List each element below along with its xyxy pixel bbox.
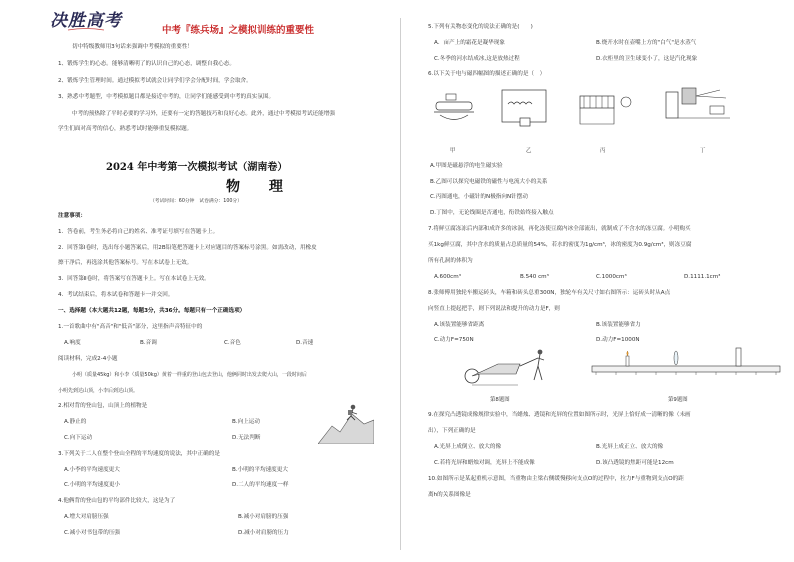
intro-line: 3、熟悉中考题型，中考模拟题目都是接近中考的，让同学们能感受到中考的真实氛围。 xyxy=(58,94,275,100)
option: B.减小对肩膀的压强 xyxy=(238,514,289,520)
question-stem: 7.将鲜豆腐冻冻后内部和成许多的冰洞，再化冻使豆腐内冰全部流出，就制成了不含水的冻豆腐。小明购买 xyxy=(428,226,691,232)
option: A．亩产上的霜花是凝华现象 xyxy=(434,40,505,46)
option: B.540 cm³ xyxy=(520,274,549,280)
exam-title: 2024 年中考第一次模拟考试（湖南卷） xyxy=(106,162,288,173)
question-stem: 买1kg鲜豆腐，其中含水的质量占总质量的54%，若水的密度为1g/cm³，冰的密度为0.9g/cm³，则冻豆腐 xyxy=(428,242,692,248)
intro-line: 1、锻炼学生的心态。能够清晰明了的认识自己的心态，调整自我心态。 xyxy=(58,61,235,67)
option: B.该装置能够省力 xyxy=(596,322,641,328)
option: C.若将光屏和蜡烛对调，光屏上不能成像 xyxy=(434,460,535,466)
question-stem: 8.张师傅用独轮车搬运砖头，车箱和砖头总重300N，独轮车有关尺寸如右图所示：运砖头时从A点 xyxy=(428,290,671,296)
question-stem: 9.在探究凸透镜成像规律实验中，当蜡烛、透镜和光屏的位置如图所示时，光屏上恰好成一清晰的像（未画 xyxy=(428,412,691,418)
exam-meta: （考试时间：60分钟 试卷满分：100分） xyxy=(150,199,243,204)
option: A.该装置能够省距离 xyxy=(434,322,485,328)
option: D.无法判断 xyxy=(232,435,261,441)
question-stem: 阅读材料，完成2-4小题 xyxy=(58,356,118,362)
question-stem: 5.下列有关物态变化的说法正确的是( ) xyxy=(428,24,533,30)
figure-label: 丁 xyxy=(700,148,706,154)
option: D.音速 xyxy=(296,340,314,346)
option: B.向上运动 xyxy=(232,419,260,425)
question-stem: 所有孔洞的体积为 xyxy=(428,258,473,264)
note-item: 2．回答第Ⅰ卷时，选出每小题答案后，用2B铅笔把答题卡上对应题目的答案标号涂黑。如需改动，用橡皮 xyxy=(58,245,317,251)
intro-line: 学生们面对高考的信心，熟悉考试时能够重复模拟题。 xyxy=(58,126,193,132)
question-stem: 出），下列正确的是 xyxy=(428,428,476,434)
question-stem: 10.如图所示是某起重机示意图，当重物由主梁右侧缓慢移向支点O的过程中，拉力F与重物到支点O的距 xyxy=(428,476,684,482)
option: B.乙图可以探究电磁铁的磁性与电流大小的关系 xyxy=(430,179,548,185)
option: D.衣柜里的卫生球变小了，这是汽化现象 xyxy=(596,56,698,62)
wheelbarrow-figure xyxy=(458,344,550,388)
option: B.小明的平均速度更大 xyxy=(232,467,288,473)
option: A.甲图是磁悬浮的电生磁实验 xyxy=(430,163,503,169)
option: D.二人的平均速度一样 xyxy=(232,482,289,488)
mountain-climber-figure xyxy=(318,400,374,444)
optical-bench-figure xyxy=(586,346,786,382)
option: C.音色 xyxy=(224,340,241,346)
figure-caption: 第8题图 xyxy=(490,397,510,403)
note-item: 4．考试结束后，将本试卷和答题卡一并交回。 xyxy=(58,292,174,298)
electromagnetism-figures xyxy=(430,84,750,142)
logo-text: 决胜高考 xyxy=(50,11,122,31)
passage-line: 小明（质量45kg）和小李（质量50kg）黄着一样重的登山包去登山，他俩同时出发去爬大山，一段时间后 xyxy=(72,372,307,378)
option: C.向下运动 xyxy=(64,435,93,441)
option: C.1000cm³ xyxy=(596,274,627,280)
question-stem: 4.他俩背的登山包的平均部件比较大，这是为了 xyxy=(58,498,176,504)
note-item: 3．回答第Ⅱ卷时，将答案写在答题卡上。写在本试卷上无效。 xyxy=(58,276,210,282)
option: D.动力F=1000N xyxy=(596,337,640,343)
section-heading: 一、选择题（本大题共12题，每题3分，共36分。每题只有一个正确选项） xyxy=(58,308,246,314)
option: C.小明的平均速度更小 xyxy=(64,482,121,488)
intro-line: 切中特级教师用3句话来强调中考模拟的重要性！ xyxy=(72,44,194,50)
figure-caption: 第9题图 xyxy=(668,397,688,403)
option: D.1111.1cm³ xyxy=(684,274,721,280)
option: A.增大对肩膀压强 xyxy=(64,514,109,520)
question-stem: 2.相对背的登山包，山顶上的植物是 xyxy=(58,403,148,409)
figure-label: 甲 xyxy=(450,148,456,154)
option: B.音调 xyxy=(140,340,157,346)
option: D.减小对肩膀的压力 xyxy=(238,530,289,536)
electromagnet-circuit-figure xyxy=(502,90,546,126)
solenoid-compass-figure xyxy=(580,96,631,124)
note-item: 擦干净后，再选涂其他答案标号。写在本试卷上无效。 xyxy=(58,260,193,266)
question-stem: 1.一首歌曲中有"高音"和"低音"部分，这里指声音特征中的 xyxy=(58,324,203,330)
intro-line: 2、锻炼学生管理时间。通过模拟考试就会让同学们学会分配时间，学会取舍。 xyxy=(58,78,252,84)
option: A.静止的 xyxy=(64,419,87,425)
option: C.丙图通电，小磁针的N极指向N针摆动 xyxy=(430,194,528,200)
figure-label: 乙 xyxy=(526,148,532,154)
passage-line: 小明先到达山顶，小李后到达山顶。 xyxy=(58,388,139,394)
option: A.响度 xyxy=(64,340,81,346)
option: D.该凸透镜的焦距可能是12cm xyxy=(596,460,674,466)
banner-title: 中考『练兵场』之模拟训练的重要性 xyxy=(162,25,315,36)
logo-underline-icon xyxy=(66,27,106,33)
option: A.600cm³ xyxy=(434,274,461,280)
intro-line: 中考的预热除了平时必要的学习外，还要有一定的答题技巧和良好心态。此外，通过中考模拟考试还能增强 xyxy=(72,111,335,117)
option: C.减小对书包带的压强 xyxy=(64,530,121,536)
notes-heading: 注意事项： xyxy=(58,213,86,219)
option: B.烧开水时在壶嘴上方的"白气"是水蒸气 xyxy=(596,40,697,46)
option: C.冬季的河水结成冰,这是放热过程 xyxy=(434,56,520,62)
option: D.丁图中，无论线圈是否通电，衔铁始终接入触点 xyxy=(430,210,554,216)
option: A.小李的平均速度更大 xyxy=(64,467,120,473)
option: A.光屏上成倒立、放大的像 xyxy=(434,444,502,450)
option: B.光屏上成正立、放大的像 xyxy=(596,444,664,450)
question-stem: 3.下列关于二人在整个登山全程的平均速度的说法，其中正确的是 xyxy=(58,451,220,457)
subject-title: 物 理 xyxy=(226,179,295,195)
question-stem: 向竖直上提起把手，则下列说法和提升的动力是F，则 xyxy=(428,306,560,312)
relay-figure xyxy=(666,88,730,118)
maglev-train-figure xyxy=(434,94,474,120)
column-divider xyxy=(400,18,401,550)
question-stem: 离h的关系图像是 xyxy=(428,492,471,498)
question-stem: 6.以下关于电与磁四幅图的描述正确的是（ ） xyxy=(428,71,546,77)
logo xyxy=(50,6,125,34)
option: C.动力F=750N xyxy=(434,337,474,343)
note-item: 1．答卷前，考生务必将自己的姓名、准考证号填写在答题卡上。 xyxy=(58,229,219,235)
figure-label: 丙 xyxy=(600,148,606,154)
